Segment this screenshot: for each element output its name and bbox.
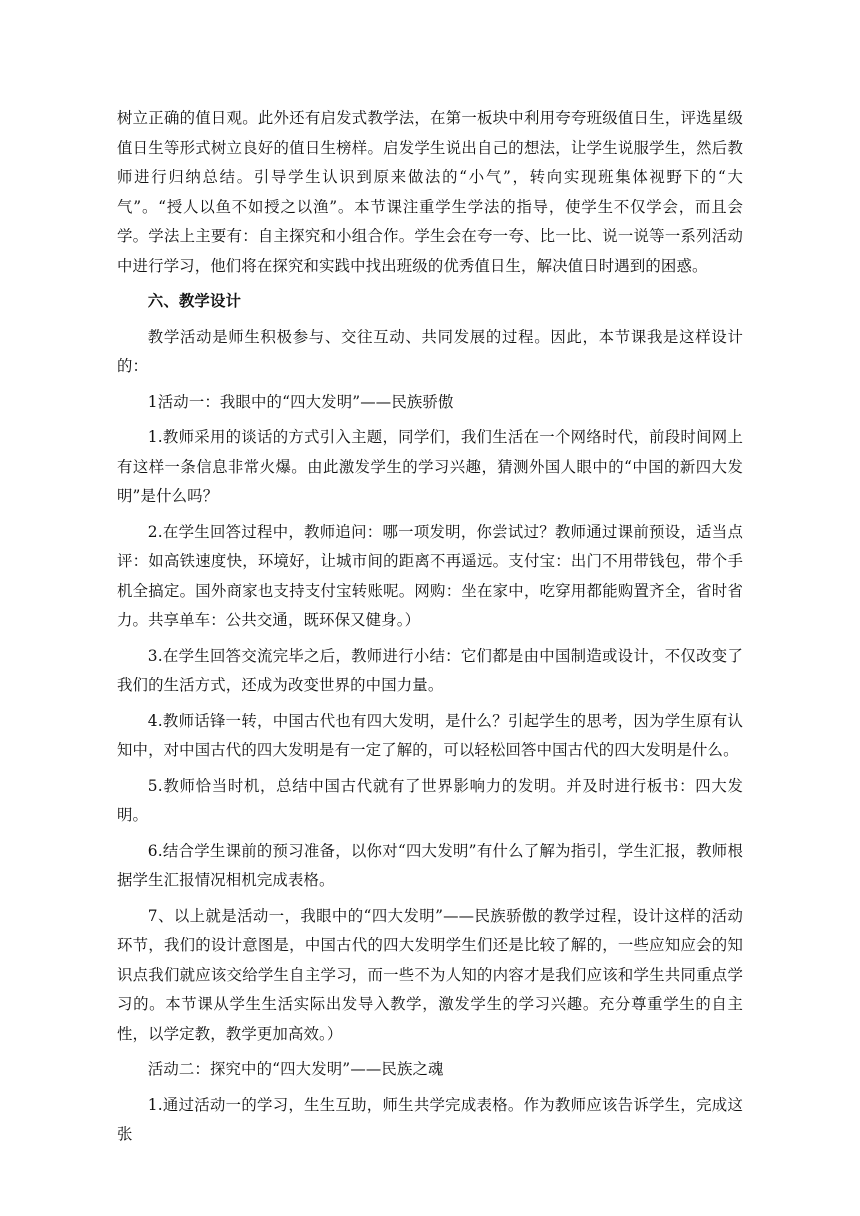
paragraph-step-3: 3.在学生回答交流完毕之后，教师进行小结：它们都是由中国制造或设计，不仅改变了我们的生活方式，还成为改变世界的中国力量。 bbox=[117, 646, 743, 694]
activity-two-title: 活动二：探究中的“四大发明”——民族之魂 bbox=[147, 1060, 444, 1078]
paragraph-step-2: 2.在学生回答过程中，教师追问：哪一项发明，你尝试过？教师通过课前预设，适当点评：如高铁速度快，环境好，让城市间的距离不再遥远。支付宝：出门不用带钱包，带个手机全搞定。国外商家也支持支付宝转账呢。网购：坐在家中，吃穿用都能购置齐全，省时省力。共享单车：公共交通，既环保又健身。） bbox=[117, 522, 743, 629]
paragraph-teaching-methods: 树立正确的值日观。此外还有启发式教学法，在第一板块中利用夸夸班级值日生，评选星级值日生等形式树立良好的值日生榜样。启发学生说出自己的想法，让学生说服学生，然后教师进行归纳总结。引导学生认识到原来做法的“小气”，转向实现班集体视野下的“大气”。“授人以鱼不如授之以渔”。本节课注重学生学法的指导，使学生不仅学会，而且会学。学法上主要有：自主探究和小组合作。学生会在夸一夸、比一比、说一说等一系列活动中进行学习，他们将在探究和实践中找出班级的优秀值日生，解决值日时遇到的困惑。 bbox=[117, 109, 743, 275]
paragraph-step-6: 6.结合学生课前的预习准备，以你对“四大发明”有什么了解为指引，学生汇报，教师根据学生汇报情况相机完成表格。 bbox=[117, 841, 743, 889]
activity-one-title: 1活动一：我眼中的“四大发明”——民族骄傲 bbox=[147, 392, 454, 411]
paragraph-step-5: 5.教师恰当时机，总结中国古代就有了世界影响力的发明。并及时进行板书：四大发明。 bbox=[117, 776, 743, 824]
paragraph-design-intro: 教学活动是师生积极参与、交往互动、共同发展的过程。因此，本节课我是这样设计的： bbox=[117, 327, 743, 375]
paragraph-step-4: 4.教师话锋一转，中国古代也有四大发明，是什么？引起学生的思考，因为学生原有认知中，对中国古代的四大发明是有一定了解的，可以轻松回答中国古代的四大发明是什么。 bbox=[117, 711, 743, 759]
section-heading-teaching-design: 六、教学设计 bbox=[147, 292, 242, 310]
document-body bbox=[117, 104, 743, 1156]
paragraph-activity-two-step-1: 1.通过活动一的学习，生生互助，师生共学完成表格。作为教师应该告诉学生，完成这张 bbox=[117, 1095, 743, 1143]
paragraph-step-1: 1.教师采用的谈话的方式引入主题，同学们，我们生活在一个网络时代，前段时间网上有这样一条信息非常火爆。由此激发学生的学习兴趣，猜测外国人眼中的“中国的新四大发明”是什么吗？ bbox=[117, 428, 743, 505]
paragraph-step-7: 7、以上就是活动一，我眼中的“四大发明”——民族骄傲的教学过程，设计这样的活动环节，我们的设计意图是，中国古代的四大发明学生们还是比较了解的，一些应知应会的知识点我们就应该交给学生自主学习，而一些不为人知的内容才是我们应该和学生共同重点学习的。本节课从学生生活实际出发导入教学，激发学生的学习兴趣。充分尊重学生的自主性，以学定教，教学更加高效。） bbox=[117, 906, 743, 1043]
